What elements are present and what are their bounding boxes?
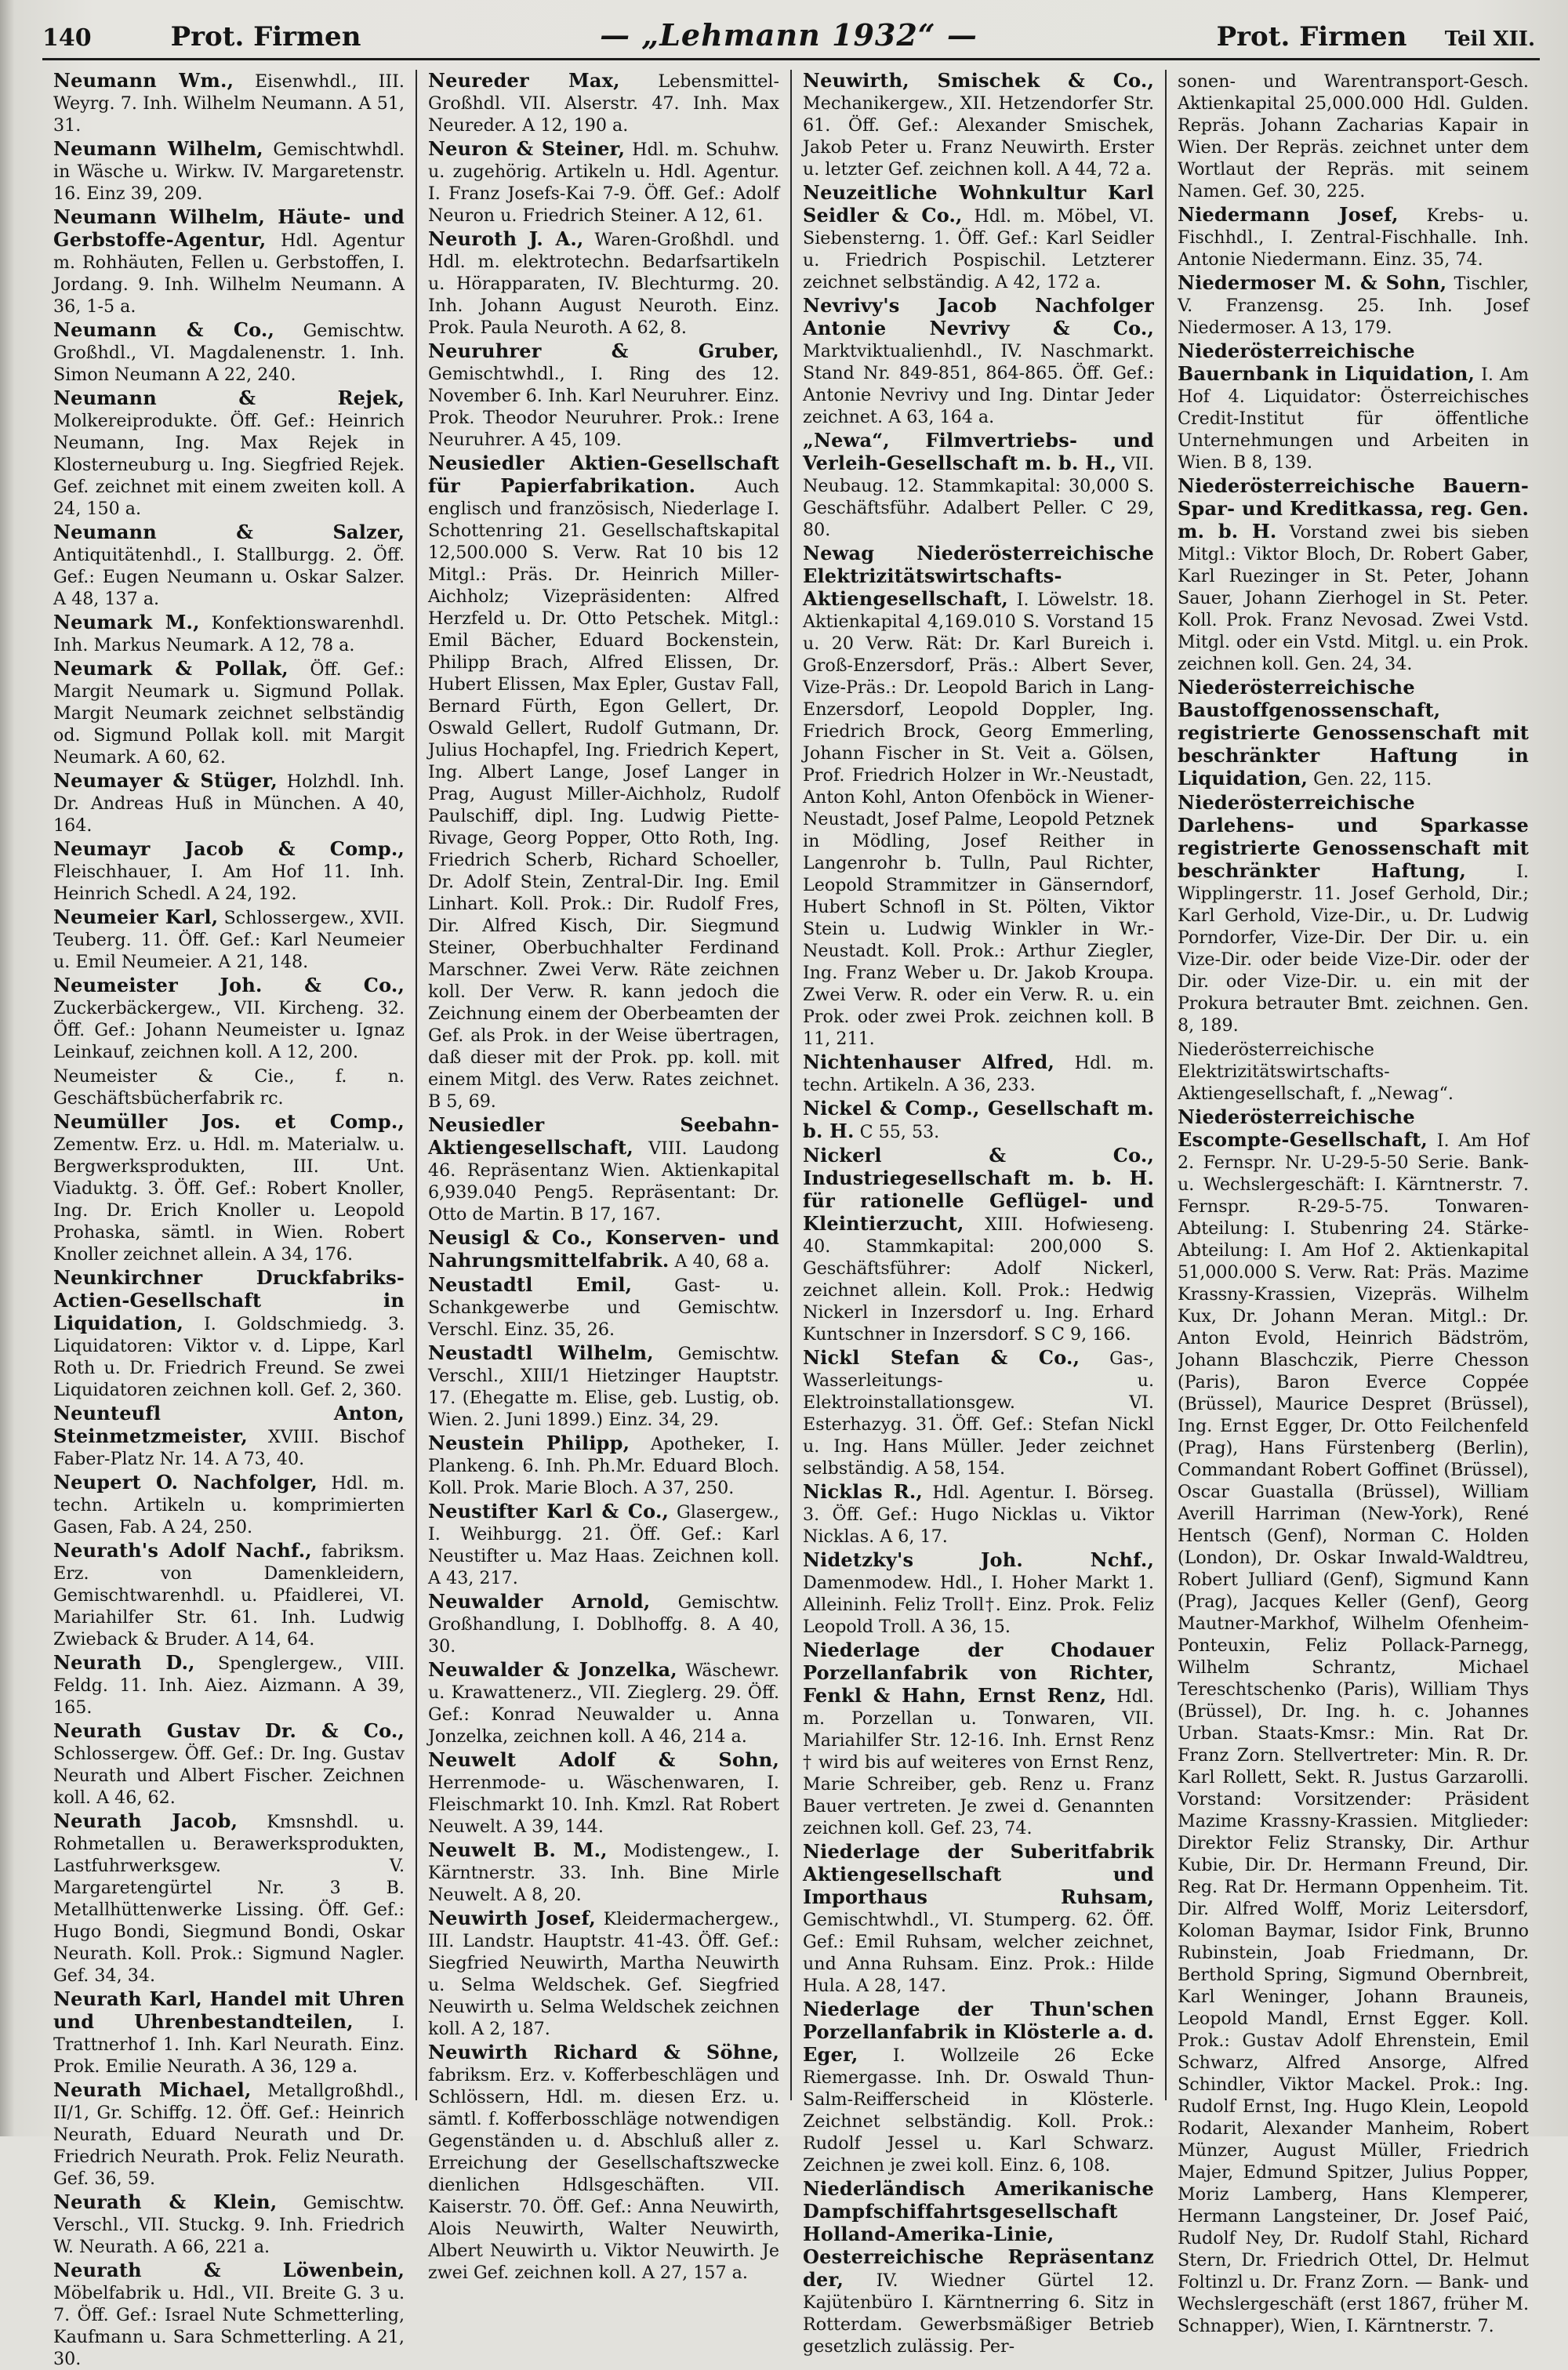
entry-name: Nicklas R., <box>803 1480 923 1503</box>
entry-name: Neustifter Karl & Co., <box>428 1500 670 1523</box>
entry-text: Schlossergew., XVII. Teuberg. 11. Öff. Gef.: Karl Neumeier u. Emil Neumeier. A 21, 148. <box>53 908 405 972</box>
entry-text: Tischler, V. Franzensg. 25. Inh. Josef Niedermoser. A 13, 179. <box>1178 274 1529 338</box>
directory-entry <box>1178 70 1529 202</box>
book-title: — „Lehmann 1932“ — <box>600 17 978 53</box>
directory-entry <box>803 182 1154 293</box>
entry-text: Waren-Großhdl. und Hdl. m. elektrotechn. Bedarfsartikeln u. Hörapparaten, IV. Blechturmg. 20. Inh. Johann August Neuroth. Einz. Prok. Paula Neuroth. A 62, 8. <box>428 230 779 338</box>
directory-entry <box>53 1065 405 1109</box>
entry-name: Neurath Gustav Dr. & Co., <box>53 1719 405 1742</box>
directory-entry <box>1178 1038 1529 1105</box>
entry-text: C 55, 53. <box>854 1122 940 1142</box>
entry-name: Niedermann Josef, <box>1178 203 1399 226</box>
entry-name: Niederlage der Chodauer Porzellanfabrik von Richter, Fenkl & Hahn, Ernst Renz, <box>803 1639 1154 1707</box>
entry-name: Niederlage der Suberitfabrik Aktiengesellschaft und Importhaus Ruhsam, <box>803 1840 1154 1908</box>
entry-text: Gast- u. Schankgewerbe und Gemischtw. Verschl. Einz. 35, 26. <box>428 1276 780 1340</box>
entry-name: Neuron & Steiner, <box>428 137 626 160</box>
entry-name: Neuwirth Richard & Söhne, <box>428 2041 779 2063</box>
entry-name: Neurath D., <box>53 1651 195 1674</box>
entry-name: Neunteufl Anton, Steinmetzmeister, <box>53 1402 405 1447</box>
entry-text: I. Am Hof 2. Fernspr. Nr. U-29-5-50 Serie. Bank- u. Wechslergeschäft: I. Kärntnerstr. 7. Fernspr. R-29-5-75. Tonwaren-Abteilung: I. Stubenring 24. Stärke-Abteilung: I. Am Hof 2. Aktienkapital 51,000.000 S. Verw. Rat: Präs. Mazime Krassny-Krassien, Vizepräs. Wilhelm Kux, Dr. Johann Meran. Mitgl.: Dr. Anton Evold, Heinrich Bädström, Johann Blaschczik, Pierre Chesson (Paris), Baron Everce Coppée (Brüssel), Maurice Despret (Brüssel), Ing. Ernst Egger, Dr. Otto Feilchenfeld (Prag), Hans Fürstenberg (Berlin), Commandant Robert Goffinet (Brüssel), Oscar Guastalla (Brüssel), William Averill Harriman (New-York), René Hentsch (Genf), Norman C. Holden (London), Dr. Oskar Inwald-Waldtreu, Robert Julliard (Genf), Sigmund Kann (Prag), Jacques Keller (Genf), Georg Mautner-Markhof, Wilhelm Ofenheim-Ponteuxin, Feliz Pollack-Parnegg, Wilhelm Schrantz, Michael Tereschtschenko (Paris), William Thys (Brüssel), Dr. Ing. h. c. Johannes Urban. Staats-Kmsr.: Min. Rat Dr. Franz Zorn. Stellvertreter: Min. R. Dr. Karl Rollett, Sekt. R. Justus Garzarolli. Vorstand: Vorsitzender: Präsident Mazime Krassny-Krassien. Mitglieder: Direktor Feliz Stransky, Dir. Arthur Kubie, Dir. Dr. Hermann Freund, Dir. Reg. Rat Dr. Hermann Oppenheim. Tit. Dir. Alfred Wolff, Moriz Leitersdorf, Koloman Baymar, Isidor Fink, Brunno Rubinstein, Joab Friedmann, Dr. Berthold Spring, Sigmund Obernbreit, Karl Weninger, Johann Brauneis, Leopold Mandl, Ernst Egger. Koll. Prok.: Gustav Adolf Ehrenstein, Emil Schwarz, Alfred Ansorge, Alfred Schindler, Viktor Mackel. Prok.: Ing. Rudolf Ernst, Ing. Hugo Klein, Leopold Rodarit, Alexander Manheim, Robert Münzer, August Müller, Friedrich Majer, Edmund Spitzer, Julius Popper, Moriz Lamberg, Hans Klemperer, Hermann Langsteiner, Dr. Josef Paić, Rudolf Ney, Dr. Rudolf Stahl, Richard Stern, Dr. Friedrich Ottel, Dr. Helmut Foltinzl u. Dr. Franz Zorn. — Bank- und Wechslergeschäft (erst 1867, früher M. Schnapper), Wien, I. Kärntnerstr. 7. <box>1178 1131 1529 2336</box>
entry-text: Gemischtw. Verschl., VII. Stuckg. 9. Inh. Friedrich W. Neurath. A 66, 221 a. <box>53 2193 405 2257</box>
directory-entry <box>428 1907 779 2040</box>
directory-entry <box>803 1998 1154 2176</box>
directory-entry <box>428 70 779 136</box>
entry-name: Neusiedler Seebahn-Aktiengesellschaft, <box>428 1113 779 1159</box>
entry-text: Hdl. m. techn. Artikeln u. komprimierten Gasen, Fab. A 24, 250. <box>53 1473 405 1537</box>
entry-text: IV. Wiedner Gürtel 12. Kajütenbüro I. Kärntnerring 6. Sitz in Rotterdam. Gewerbsmäßiger Betrieb gesetzlich zulässig. Per- <box>803 2270 1154 2357</box>
directory-entry <box>53 2259 405 2370</box>
directory-entry <box>803 1481 1154 1548</box>
directory-entry <box>428 1749 779 1838</box>
directory-entry <box>53 1267 405 1401</box>
entry-name: Niedermoser M. & Sohn, <box>1178 271 1447 294</box>
directory-entry <box>53 138 405 205</box>
entry-name: Neustadtl Emil, <box>428 1273 633 1296</box>
entry-text: Neumeister & Cie., f. n. Geschäftsbücherfabrik rc. <box>53 1066 405 1109</box>
entry-name: Neuroth J. A., <box>428 227 584 250</box>
entry-name: Neurath & Löwenbein, <box>53 2259 405 2281</box>
directory-entry <box>803 430 1154 541</box>
entry-name: Neunkirchner Druckfabriks-Actien-Gesellschaft in Liquidation, <box>53 1266 405 1334</box>
entry-name: Neuwirth, Smischek & Co., <box>803 69 1154 92</box>
directory-entry <box>1178 204 1529 270</box>
directory-entry <box>1178 1106 1529 2337</box>
entry-name: Neumayr Jacob & Comp., <box>53 837 405 860</box>
entry-text: Schlossergew. Öff. Gef.: Dr. Ing. Gustav Neurath und Albert Fischer. Zeichnen koll. A 46, 62. <box>53 1744 405 1808</box>
entry-text: Auch englisch und französisch, Niederlage I. Schottenring 21. Gesellschaftskapital 12,500.000 S. Verw. Rat 10 bis 12 Mitgl.: Präs. Dr. Heinrich Miller-Aichholz; Vizepräsidenten: Alfred Herzfeld u. Dr. Otto Petschek. Mitgl.: Emil Bächer, Eduard Bockenstein, Philipp Brach, Alfred Elissen, Dr. Hubert Elissen, Max Epler, Gustav Fall, Bernard Fürth, Egon Gellert, Dr. Oswald Gellert, Rudolf Gutmann, Dr. Julius Hochapfel, Ing. Friedrich Kepert, Ing. Albert Lange, Josef Langer in Prag, August Miller-Aichholz, Rudolf Paulschiff, dipl. Ing. Ludwig Piette-Rivage, Georg Popper, Otto Roth, Ing. Friedrich Scherb, Richard Schoeller, Dr. Adolf Stein, Zentral-Dir. Ing. Emil Linhart. Koll. Prok.: Dir. Rudolf Fres, Dir. Alfred Kisch, Dir. Siegmund Steiner, Oberbuchhalter Ferdinand Marschner. Zwei Verw. Räte zeichnen koll. Der Verw. R. kann jedoch die Zeichnung einem der Oberbeamten der Gef. als Prok. in der Weise übertragen, daß dieser mit der Prok. pp. koll. mit einem Mitgl. des Verw. Rates zeichnet. B 5, 69. <box>428 477 779 1112</box>
directory-entry <box>53 1810 405 1987</box>
directory-entry <box>803 1639 1154 1839</box>
entry-text: I. Goldschmiedg. 3. Liquidatoren: Viktor v. d. Lippe, Karl Roth u. Dr. Friedrich Freund. Se zwei Liquidatoren zeichnen koll. Gef. 2, 360. <box>53 1314 405 1400</box>
entry-name: Niederösterreichische Escompte-Gesellschaft, <box>1178 1105 1428 1151</box>
entry-text: Metallgroßhdl., II/1, Gr. Schiffg. 12. Öff. Gef.: Heinrich Neurath, Eduard Neurath und Dr. Friedrich Neurath. Prok. Feliz Neurath. Gef. 36, 59. <box>53 2081 405 2189</box>
entry-text: A 40, 68 a. <box>669 1251 770 1272</box>
entry-text: Hdl. Agentur m. Rohhäuten, Fellen u. Gerbstoffen, I. Jordang. 9. Inh. Wilhelm Neumann. A 36, 1-5 a. <box>53 230 405 317</box>
entry-text: Vorstand zwei bis sieben Mitgl.: Viktor Bloch, Dr. Robert Gaber, Karl Ruezinger in St. Peter, Johann Sauer, Johann Zierhogel in St. Peter. Koll. Prok. Franz Nevosad. Zwei Vstd. Mitgl. oder ein Vstd. Mitgl. u. ein Prok. zeichnen koll. Gen. 24, 34. <box>1178 522 1529 674</box>
entry-name: Neuwirth Josef, <box>428 1907 596 1929</box>
directory-entry <box>428 1227 779 1272</box>
directory-entry <box>53 1652 405 1719</box>
entry-name: Neuwelt B. M., <box>428 1838 608 1861</box>
entry-text: Zuckerbäckergew., VII. Kircheng. 32. Öff. Gef.: Johann Neumeister u. Ignaz Leinkauf, zeichnen koll. A 12, 200. <box>53 998 405 1062</box>
part-label: Teil XII. <box>1444 27 1535 51</box>
directory-entry <box>53 1988 405 2078</box>
directory-entry <box>803 1145 1154 1345</box>
entry-name: Nickerl & Co., Industriegesellschaft m. b. H. für rationelle Geflügel- und Kleintierzucht, <box>803 1144 1154 1235</box>
directory-entry <box>428 1342 779 1431</box>
directory-entry <box>428 1839 779 1906</box>
entry-name: Niederösterreichische Bauern-Spar- und Kreditkassa, reg. Gen. m. b. H. <box>1178 474 1529 543</box>
directory-entry <box>53 770 405 837</box>
directory-entry <box>53 1403 405 1470</box>
entry-text: Gemischtw. Großhdl., VI. Magdalenenstr. 1. Inh. Simon Neumann A 22, 240. <box>53 321 405 385</box>
entry-text: Gen. 22, 115. <box>1308 769 1432 789</box>
entry-text: Marktviktualienhdl., IV. Naschmarkt. Stand Nr. 849-851, 864-865. Öff. Gef.: Antonie Nevrivy und Ing. Dintar Jeder zeichnet. A 63, 164 a. <box>803 341 1154 427</box>
entry-text: Krebs- u. Fischhdl., I. Zentral-Fischhalle. Inh. Antonie Niedermann. Einz. 35, 74. <box>1178 205 1529 270</box>
entry-text: Hdl. m. Möbel, VI. Siebensterng. 1. Öff. Gef.: Karl Seidler u. Friedrich Pospischil. Letzterer zeichnet selbständig. A 42, 172 a. <box>803 206 1155 292</box>
entry-name: Neustein Philipp, <box>428 1432 630 1454</box>
entry-text: Antiquitätenhdl., I. Stallburgg. 2. Öff. Gef.: Eugen Neumann u. Oskar Salzer. A 48, 137 a. <box>53 545 405 609</box>
entry-text: fabriksm. Erz. von Damenkleidern, Gemischtwarenhdl. u. Pfaidlerei, VI. Mariahilfer Str. 61. Inh. Ludwig Zwieback & Bruder. A 14, 64. <box>53 1541 405 1650</box>
directory-entry <box>803 1841 1154 1997</box>
entry-name: Neuzeitliche Wohnkultur Karl Seidler & Co., <box>803 181 1154 227</box>
directory-entry <box>428 138 779 227</box>
directory-entry <box>53 1111 405 1265</box>
directory-entry <box>428 1432 779 1499</box>
section-title-right: Prot. Firmen <box>1216 21 1407 53</box>
entry-text: Fleischhauer, I. Am Hof 11. Inh. Heinrich Schedl. A 24, 192. <box>53 862 405 904</box>
directory-entry <box>428 1659 779 1748</box>
entry-name: Neumayer & Stüger, <box>53 769 278 792</box>
entry-text: Hdl. m. Schuhw. u. zugehörig. Artikeln u. Hdl. Agentur. I. Franz Josefs-Kai 7-9. Öff. Gef.: Adolf Neuron u. Friedrich Steiner. A 12, 61. <box>428 140 779 226</box>
entry-text: Holzhdl. Inh. Dr. Andreas Huß in München. A 40, 164. <box>53 771 405 836</box>
directory-entry <box>428 340 779 451</box>
section-title-left: Prot. Firmen <box>170 21 361 53</box>
entry-text: Herrenmode- u. Wäschenwaren, I. Fleischmarkt 10. Inh. Kmzl. Rat Robert Neuwelt. A 39, 144. <box>428 1773 779 1837</box>
directory-entry <box>428 1114 779 1225</box>
entry-text: Hdl. Agentur. I. Börseg. 3. Öff. Gef.: Hugo Nicklas u. Viktor Nicklas. A 6, 17. <box>803 1483 1154 1547</box>
entry-name: Neupert O. Nachfolger, <box>53 1471 318 1493</box>
directory-entry <box>53 2191 405 2258</box>
directory-entry <box>428 1591 779 1657</box>
entry-name: Neumann Wilhelm, Häute- und Gerbstoffe-Agentur, <box>53 205 405 251</box>
entry-text: Kleidermachergew., III. Landstr. Hauptstr. 41-43. Öff. Gef.: Siegfried Neuwirth, Martha Neuwirth u. Selma Weldschek. Gef. Siegfried Neuwirth u. Selma Weldschek zeichnen koll. A 2, 187. <box>428 1909 779 2039</box>
entry-name: Niederösterreichische Darlehens- und Sparkasse registrierte Genossenschaft mit beschränkter Haftung, <box>1178 791 1529 882</box>
entry-name: Neurath Karl, Handel mit Uhren und Uhrenbestandteilen, <box>53 1987 405 2033</box>
directory-entry <box>428 2042 779 2284</box>
entry-name: Nevrivy's Jacob Nachfolger Antonie Nevrivy & Co., <box>803 294 1154 339</box>
column-4 <box>1167 70 1540 2336</box>
directory-entry <box>53 838 405 905</box>
directory-entry <box>53 319 405 386</box>
directory-entry <box>53 1540 405 1650</box>
entry-name: Neumann & Rejek, <box>53 387 405 409</box>
directory-entry <box>803 2178 1154 2357</box>
entry-text: Modistengew., I. Kärntnerstr. 33. Inh. Bine Mirle Neuwelt. A 8, 20. <box>428 1841 779 1905</box>
entry-text: Apotheker, I. Plankeng. 6. Inh. Ph.Mr. Eduard Bloch. Koll. Prok. Marie Bloch. A 37, 250. <box>428 1434 779 1498</box>
directory-entry <box>53 387 405 520</box>
entry-text: Möbelfabrik u. Hdl., VII. Breite G. 3 u. 7. Öff. Gef.: Israel Nute Schmetterling, Kaufmann u. Sara Schmetterling. A 21, 30. <box>53 2283 405 2369</box>
entry-text: Gemischtwhdl., VI. Stumperg. 62. Öff. Gef.: Emil Ruhsam, welcher zeichnet, und Anna Ruhsam. Einz. Prok.: Hilde Hula. A 28, 147. <box>803 1910 1154 1996</box>
entry-text: Molkereiprodukte. Öff. Gef.: Heinrich Neumann, Ing. Max Rejek in Klosterneuburg u. Ing. Siegfried Rejek. Gef. zeichnet mit einem zweiten koll. A 24, 150 a. <box>53 411 405 519</box>
entry-name: Neumeister Joh. & Co., <box>53 974 405 996</box>
entry-name: Neusiedler Aktien-Gesellschaft für Papierfabrikation. <box>428 452 779 497</box>
entry-name: Newag Niederösterreichische Elektrizitätswirtschafts-Aktiengesellschaft, <box>803 542 1154 610</box>
directory-entry <box>53 2079 405 2190</box>
entry-text: XIII. Hofwieseng. 40. Stammkapital: 200,000 S. Geschäftsführer: Adolf Nickerl, zeichnet allein. Koll. Prok.: Hedwig Nickerl in Inzersdorf u. Ing. Erhard Kuntschner in Inzersdorf. S C 9, 166. <box>803 1214 1154 1345</box>
entry-text: Kmsnshdl. u. Rohmetallen u. Berawerksprodukten, Lastfuhrwerksgew. V. Margaretengürtel Nr. 3 B. Metallhüttenwerke Lissing. Öff. Gef.: Hugo Bondi, Siegmund Bondi, Oskar Neurath. Koll. Prok.: Sigmund Nagler. Gef. 34, 34. <box>53 1812 405 1986</box>
entry-text: Hdl. m. Porzellan u. Tonwaren, VII. Mariahilfer Str. 12-16. Inh. Ernst Renz † wird bis auf weiteres von Ernst Renz, Marie Schreiber, geb. Renz u. Franz Bauer vertreten. Je zwei d. Genannten zeichnen koll. Gef. 23, 74. <box>803 1686 1154 1838</box>
directory-entry <box>803 295 1154 428</box>
directory-entry <box>803 1549 1154 1638</box>
directory-entry <box>428 1501 779 1589</box>
column-3 <box>792 69 1167 2357</box>
entry-name: Neumann & Co., <box>53 318 275 341</box>
entry-name: Nidetzky's Joh. Nchf., <box>803 1548 1154 1571</box>
entry-name: Neurath Michael, <box>53 2078 252 2101</box>
entry-text: Eisenwhdl., III. Weyrg. 7. Inh. Wilhelm Neumann. A 51, 31. <box>53 71 405 136</box>
entry-name: Nickel & Comp., Gesellschaft m. b. H. <box>803 1097 1154 1142</box>
entry-name: Neuwalder Arnold, <box>428 1590 651 1613</box>
directory-entry <box>53 1720 405 1809</box>
entry-name: Neumann Wilhelm, <box>53 137 263 160</box>
entry-text: Öff. Gef.: Margit Neumark u. Sigmund Pollak. Margit Neumark zeichnet selbständig od. Sigmund Pollak koll. mit Margit Neumark. A 60, 62. <box>53 659 405 768</box>
entry-name: Neumann & Salzer, <box>53 521 405 543</box>
entry-text: Damenmodew. Hdl., I. Hoher Markt 1. Alleininh. Feliz Troll†. Einz. Prok. Feliz Leopold Troll. A 36, 15. <box>803 1573 1154 1637</box>
directory-entry <box>803 1051 1154 1096</box>
entry-text: Gemischtwhdl., I. Ring des 12. November 6. Inh. Karl Neuruhrer. Einz. Prok. Theodor Neuruhrer. Prok.: Irene Neuruhrer. A 45, 109. <box>428 364 779 450</box>
entry-text: sonen- und Warentransport-Gesch. Aktienkapital 25,000.000 Hdl. Gulden. Repräs. Johann Zacharias Kapair in Wien. Der Repräs. zeichnet unter dem Wortlaut der Repräs. mit seinem Namen. Gef. 30, 225. <box>1178 71 1529 201</box>
entry-name: Nickl Stefan & Co., <box>803 1346 1080 1369</box>
entry-name: Niederlage der Thun'schen Porzellanfabrik in Klösterle a. d. Eger, <box>803 1998 1154 2066</box>
directory-entry <box>428 228 779 339</box>
entry-name: Niederländisch Amerikanische Dampfschiffahrtsgesellschaft Holland-Amerika-Linie, Oesterreichische Repräsentanz der, <box>803 2177 1154 2291</box>
entry-name: Neumüller Jos. et Comp., <box>53 1110 405 1133</box>
directory-entry <box>1178 792 1529 1036</box>
entry-text: Spenglergew., VIII. Feldg. 11. Inh. Aiez. Aizmann. A 39, 165. <box>53 1653 405 1718</box>
page-header <box>42 17 1540 60</box>
directory-entry <box>53 70 405 136</box>
directory-entry <box>428 452 779 1112</box>
directory-entry <box>803 543 1154 1050</box>
entry-name: Neurath's Adolf Nachf., <box>53 1539 312 1562</box>
directory-entry <box>53 658 405 768</box>
directory-entry <box>803 1098 1154 1143</box>
directory-entry <box>428 1274 779 1341</box>
entry-text: Hdl. m. techn. Artikeln. A 36, 233. <box>803 1053 1154 1095</box>
entry-name: Neurath Jacob, <box>53 1809 238 1832</box>
column-2 <box>417 69 792 2283</box>
directory-entry <box>803 70 1154 180</box>
entry-name: Neustadtl Wilhelm, <box>428 1341 654 1364</box>
page-number: 140 <box>42 24 92 52</box>
entry-text: XVIII. Bischof Faber-Platz Nr. 14. A 73, 40. <box>53 1427 405 1469</box>
entry-text: I. Am Hof 4. Liquidator: Österreichisches Credit-Institut für öffentliche Unternehmungen und Arbeiten in Wien. B 8, 139. <box>1178 365 1529 473</box>
entry-name: Neuwelt Adolf & Sohn, <box>428 1748 779 1771</box>
entry-name: Niederösterreichische Bauernbank in Liquidation, <box>1178 339 1475 385</box>
entry-text: Gemischtw. Verschl., XIII/1 Hietzinger Hauptstr. 17. (Ehegatte m. Elise, geb. Lustig, ob. Wien. 2. Juni 1899.) Einz. 34, 29. <box>428 1344 779 1430</box>
entry-text: I. Trattnerhof 1. Inh. Karl Neurath. Einz. Prok. Emilie Neurath. A 36, 129 a. <box>53 2013 405 2077</box>
entry-text: Lebensmittel-Großhdl. VII. Alserstr. 47. Inh. Max Neureder. A 12, 190 a. <box>428 71 779 136</box>
entry-text: I. Wollzeile 26 Ecke Riemergasse. Inh. Dr. Oswald Thun-Salm-Reifferscheid in Klösterle. Zeichnet selbständig. Koll. Prok.: Rudolf Jessel u. Karl Schwarz. Zeichnen je zwei koll. Einz. 6, 108. <box>803 2045 1154 2176</box>
directory-entry <box>53 906 405 973</box>
column-1 <box>42 69 417 2369</box>
entry-name: Neumann Wm., <box>53 69 234 92</box>
entry-text: I. Wipplingerstr. 11. Josef Gerhold, Dir.; Karl Gerhold, Vize-Dir., u. Dr. Ludwig Porndorfer, Vize-Dir. Der Dir. u. ein Vize-Dir. oder beide Vize-Dir. oder der Dir. oder Vize-Dir. u. ein mit der Prokura betrauter Bmt. zeichnen. Gen. 8, 189. <box>1178 862 1529 1036</box>
directory-entry <box>53 206 405 318</box>
directory-entry <box>1178 272 1529 339</box>
directory-entry <box>803 1347 1154 1479</box>
entry-text: Niederösterreichische Elektrizitätswirtschafts-Aktiengesellschaft, f. „Newag“. <box>1178 1040 1454 1104</box>
entry-text: Mechanikergew., XII. Hetzendorfer Str. 61. Öff. Gef.: Alexander Smischek, Jakob Peter u. Franz Neuwirth. Erster u. letzter Gef. zeichnen koll. A 44, 72 a. <box>803 93 1154 180</box>
directory-entry <box>53 974 405 1063</box>
directory-entry <box>53 1472 405 1538</box>
entry-name: Neurath & Klein, <box>53 2190 278 2213</box>
entry-name: Neureder Max, <box>428 69 620 92</box>
entry-name: Neumeier Karl, <box>53 906 219 928</box>
entry-text: Glasergew., I. Weihburgg. 21. Öff. Gef.: Karl Neustifter u. Maz Haas. Zeichnen koll. A 43, 217. <box>428 1502 779 1588</box>
entry-text: Konfektionswarenhdl. Inh. Markus Neumark. A 12, 78 a. <box>53 613 405 655</box>
entry-name: Nichtenhauser Alfred, <box>803 1051 1055 1073</box>
entry-text: Gemischtwhdl. in Wäsche u. Wirkw. IV. Margaretenstr. 16. Einz 39, 209. <box>53 140 405 204</box>
entry-name: Niederösterreichische Baustoffgenossenschaft, registrierte Genossenschaft mit beschränkter Haftung in Liquidation, <box>1178 676 1529 789</box>
entry-text: Wäschewr. u. Krawattenerz., VII. Zieglerg. 29. Öff. Gef.: Konrad Neuwalder u. Anna Jonzelka, zeichnen koll. A 46, 214 a. <box>428 1660 780 1747</box>
entry-text: fabriksm. Erz. v. Kofferbeschlägen und Schlössern, Hdl. m. diesen Erz. u. sämtl. f. Kofferbosschläge notwendigen Gegenständen u. d. Abschluß aller z. Erreichung der Gesellschaftszwecke dienlichen Hdlsgeschäften. VII. Kaiserstr. 70. Öff. Gef.: Anna Neuwirth, Alois Neuwirth, Walter Neuwirth, Albert Neuwirth u. Viktor Neuwirth. Je zwei Gef. zeichnen koll. A 27, 157 a. <box>428 2065 779 2283</box>
directory-entry <box>1178 677 1529 790</box>
entry-text: Gemischtw. Großhandlung, I. Doblhoffg. 8. A 40, 30. <box>428 1592 779 1657</box>
entry-text: Zementw. Erz. u. Hdl. m. Materialw. u. Bergwerksprodukten, III. Unt. Viaduktg. 3. Öff. Gef.: Robert Knoller, Ing. Dr. Erich Knoller u. Leopold Prohaska, sämtl. in Wien. Robert Knoller zeichnet allein. A 34, 176. <box>53 1134 405 1265</box>
entry-name: Neuruhrer & Gruber, <box>428 339 779 362</box>
entry-text: I. Löwelstr. 18. Aktienkapital 4,169.010 S. Vorstand 15 u. 20 Verw. Rät: Dr. Karl Bureich i. Groß-Enzersdorf, Präs.: Albert Sever, Vize-Präs.: Dr. Leopold Barich in Lang-Enzersdorf, Leopold Doppler, Ing. Friedrich Brock, Georg Emmerling, Johann Fischer in St. Veit a. Gölsen, Prof. Friedrich Holzer in Wr.-Neustadt, Anton Kohl, Anton Ofenböck in Wiener-Neustadt, Josef Palme, Leopold Petznek in Mödling, Josef Reither in Langenrohr b. Tulln, Paul Richter, Leopold Strammitzer in Gänserndorf, Hubert Schnofl in St. Pölten, Viktor Stein u. Ludwig Winkler in Wr.-Neustadt. Koll. Prok.: Arthur Ziegler, Ing. Franz Weber u. Dr. Jakob Kroupa. Zwei Verw. R. oder ein Verw. R. u. ein Prok. oder zwei Prok. zeichnen koll. B 11, 211. <box>803 590 1154 1049</box>
directory-entry <box>1178 340 1529 474</box>
entry-text: VII. Neubaug. 12. Stammkapital: 30,000 S. Geschäftsführ. Adalbert Peller. C 29, 80. <box>803 454 1154 540</box>
scan-edge <box>0 0 14 2136</box>
entry-name: Neumark & Pollak, <box>53 657 289 680</box>
directory-entry <box>53 521 405 610</box>
entry-name: Neusigl & Co., Konserven- und Nahrungsmittelfabrik. <box>428 1226 779 1272</box>
entry-name: Neumark M., <box>53 611 200 633</box>
directory-entry <box>1178 475 1529 675</box>
entry-columns <box>42 69 1540 2369</box>
entry-text: Gas-, Wasserleitungs- u. Elektroinstallationsgew. VI. Esterhazyg. 31. Öff. Gef.: Stefan Nickl u. Ing. Hans Müller. Jeder zeichnet selbständig. A 58, 154. <box>803 1348 1154 1479</box>
entry-name: „Newa“, Filmvertriebs- und Verleih-Gesellschaft m. b. H., <box>803 429 1154 474</box>
entry-text: VIII. Laudong 46. Repräsentanz Wien. Aktienkapital 6,939.040 Peng5. Repräsentant: Dr. Otto de Martin. B 17, 167. <box>428 1138 779 1225</box>
directory-entry <box>53 612 405 656</box>
entry-name: Neuwalder & Jonzelka, <box>428 1658 677 1681</box>
